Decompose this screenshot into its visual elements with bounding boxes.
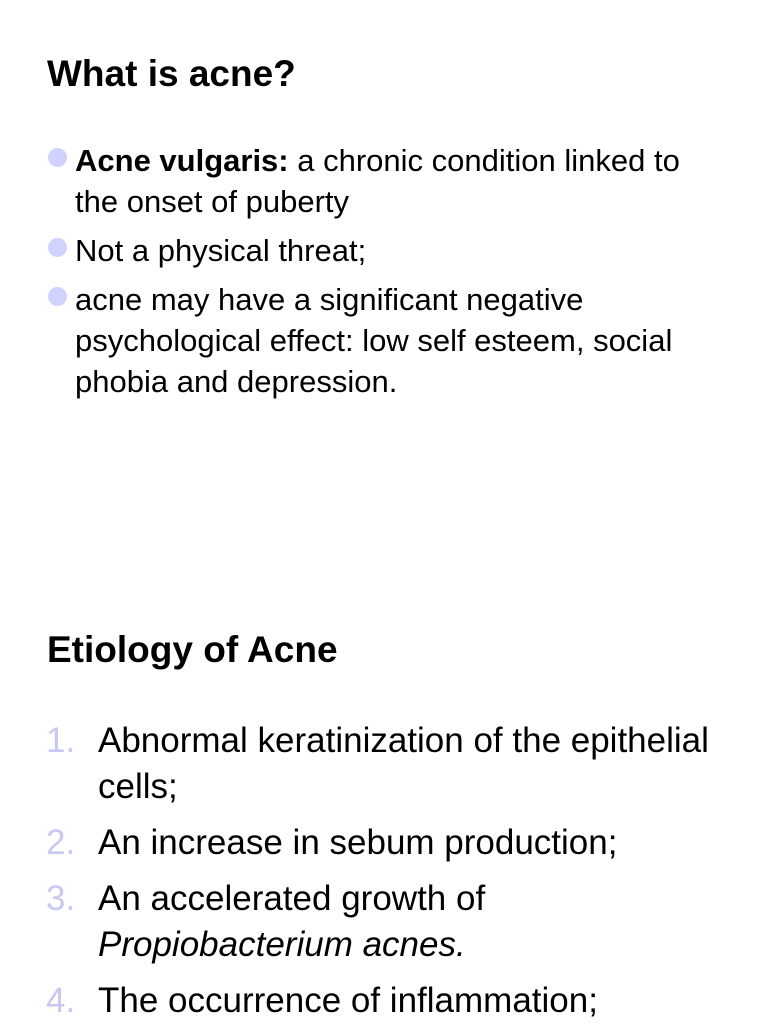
slide-title: Etiology of Acne: [47, 629, 338, 670]
bullet-text: a chronic condition linked to the onset of puberty: [75, 143, 680, 219]
item-italic-text: Propiobacterium acnes.: [98, 925, 466, 964]
bullet-dot-icon: [48, 148, 67, 167]
slide-what-is-acne: [0, 0, 768, 512]
list-number: 3.: [46, 879, 76, 918]
bullet-text: Not a physical threat;: [75, 233, 367, 268]
list-item: [46, 820, 746, 866]
item-text: An accelerated growth of: [98, 879, 486, 918]
slide-title: What is acne?: [47, 53, 296, 94]
numbered-list: [46, 718, 746, 1034]
list-item: [46, 876, 746, 968]
slide-etiology-of-acne: [0, 512, 768, 1024]
bullet-dot-icon: [48, 287, 67, 306]
list-number: 2.: [46, 823, 76, 862]
list-item: [48, 230, 728, 271]
list-number: 1.: [46, 721, 76, 760]
bullet-text: acne may have a significant negative psychological effect: low self esteem, social phobia and depression.: [75, 282, 673, 399]
bullet-term: Acne vulgaris:: [75, 143, 289, 178]
bullet-list: [48, 140, 728, 410]
item-text: Abnormal keratinization of the epithelial cells;: [98, 721, 709, 806]
list-item: [48, 279, 728, 402]
list-item: [46, 978, 746, 1024]
item-text: The occurrence of inflammation;: [98, 981, 598, 1020]
list-item: [48, 140, 728, 222]
list-item: [46, 718, 746, 810]
bullet-dot-icon: [48, 238, 67, 257]
item-text: An increase in sebum production;: [98, 823, 618, 862]
list-number: 4.: [46, 981, 76, 1020]
